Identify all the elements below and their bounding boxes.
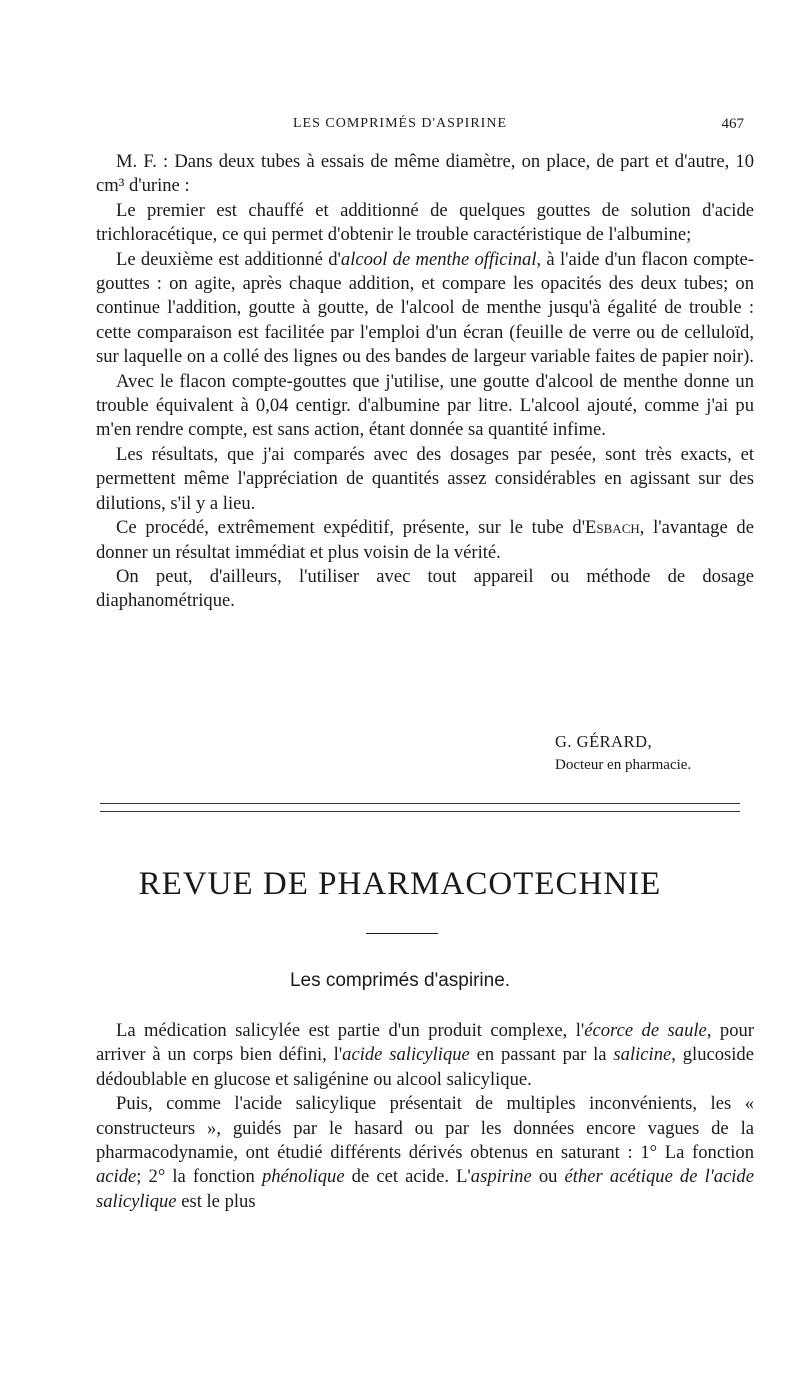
signature-name: G. GÉRARD,	[555, 732, 653, 751]
paragraph: Avec le flacon compte-gouttes que j'utilise, une goutte d'alcool de menthe donne un trouble équivalent à 0,04 centigr. d'albumine par litre. L'alcool ajouté, comme j'ai pu m'en rendre compte, est sans action, étant donnée sa quantité infime.	[96, 370, 754, 441]
section-title: REVUE DE PHARMACOTECHNIE	[138, 866, 662, 902]
paragraph: La médication salicylée est partie d'un produit complexe, l'écorce de saule, pour arriver à un corps bien défini, l'acide salicylique en passant par la salicine, glucoside dédoublable en glucose et saligénine ou alcool salicylique.	[96, 1020, 754, 1090]
article-title: Les comprimés d'aspirine.	[289, 970, 511, 991]
paragraph: Ce procédé, extrêmement expéditif, présente, sur le tube d'Esbach, l'avantage de donner un résultat immédiat et plus voisin de la vérité.	[96, 517, 754, 563]
page-header	[0, 116, 800, 140]
page-number: 467	[721, 116, 744, 132]
title-rule	[366, 933, 438, 934]
signature-title: Docteur en pharmacie.	[555, 757, 692, 773]
article-body	[96, 1019, 754, 1214]
paragraph: Puis, comme l'acide salicylique présentait de multiples inconvénients, les « constructeurs », guidés par le hasard ou par les données encore vagues de la pharmacodynamie, ont étudié différents dérivés obtenus en saturant : 1° La fonction acide; 2° la fonction phénolique de cet acide. L'aspirine ou éther acétique de l'acide salicylique est le plus	[96, 1093, 754, 1212]
paragraph: M. F. : Dans deux tubes à essais de même diamètre, on place, de part et d'autre, 10 cm³ d'urine :	[96, 151, 754, 197]
letter-body	[96, 150, 754, 614]
paragraph: On peut, d'ailleurs, l'utiliser avec tout appareil ou méthode de dosage diaphanométrique.	[96, 565, 754, 612]
paragraph: Le deuxième est additionné d'alcool de menthe officinal, à l'aide d'un flacon compte-gouttes : on agite, après chaque addition, et compare les opacités des deux tubes; on continue l'addition, goutte à goutte, de l'alcool de menthe jusqu'à égalité de trouble : cette comparaison est facilitée par l'emploi d'un écran (feuille de verre ou de celluloïd, sur laquelle on a collé des lignes ou des bandes de largeur variable faites de papier noir).	[96, 248, 754, 368]
paragraph: Le premier est chauffé et additionné de quelques gouttes de solution d'acide trichloracétique, ce qui permet d'obtenir le trouble caractéristique de l'albumine;	[96, 199, 754, 246]
running-title: LES COMPRIMÉS D'ASPIRINE	[293, 116, 507, 131]
section-divider	[100, 803, 740, 812]
paragraph: Les résultats, que j'ai comparés avec des dosages par pesée, sont très exacts, et permettent même l'appréciation de quantités assez considérables en agissant sur des dilutions, s'il y a lieu.	[96, 443, 754, 514]
